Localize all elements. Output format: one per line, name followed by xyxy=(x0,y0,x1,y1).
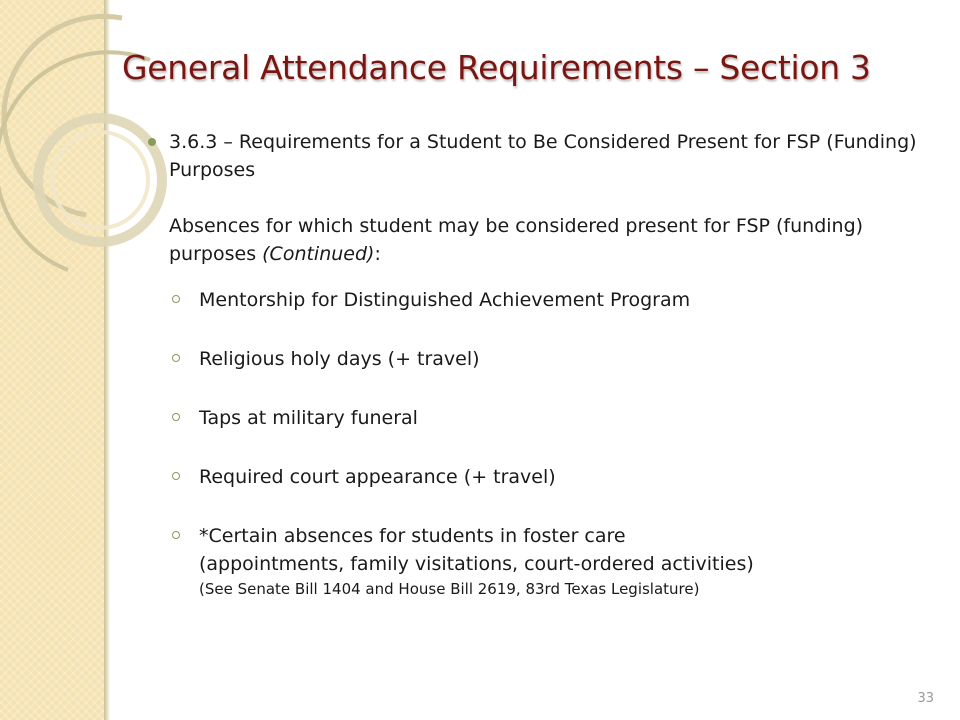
list-item xyxy=(148,404,928,463)
slide-body xyxy=(148,128,928,600)
main-item-text: 3.6.3 – Requirements for a Student to Be Considered Present for FSP (Funding) Purposes xyxy=(169,131,917,181)
ring-bullet-icon xyxy=(172,531,180,539)
ring-bullet-icon xyxy=(172,354,180,362)
page-number: 33 xyxy=(917,691,934,706)
foster-care-line-2: (appointments, family visitations, court-ordered activities) xyxy=(199,553,754,575)
subheading-continued: (Continued) xyxy=(262,243,375,265)
foster-care-line-1: *Certain absences for students in foster care xyxy=(199,525,626,547)
list-item-text: Required court appearance (+ travel) xyxy=(199,466,556,488)
list-item xyxy=(148,345,928,404)
list-item xyxy=(148,463,928,522)
subheading-colon: : xyxy=(374,243,381,265)
list-item-text: Taps at military funeral xyxy=(199,407,418,429)
main-item-subheading xyxy=(169,212,928,268)
list-item xyxy=(148,286,928,345)
subheading-text: Absences for which student may be considered present for FSP (funding) purposes xyxy=(169,215,864,265)
slide-title: General Attendance Requirements – Section 3 xyxy=(122,48,871,87)
sub-bullet-list xyxy=(148,286,928,600)
list-item-text: Mentorship for Distinguished Achievement Program xyxy=(199,289,691,311)
foster-care-item xyxy=(148,522,928,600)
list-item-text: Religious holy days (+ travel) xyxy=(199,348,480,370)
bullet-icon xyxy=(148,138,156,146)
ring-bullet-icon xyxy=(172,295,180,303)
ring-bullet-icon xyxy=(172,413,180,421)
ring-bullet-icon xyxy=(172,472,180,480)
main-bullet-item xyxy=(148,128,928,268)
legislation-reference: (See Senate Bill 1404 and House Bill 2619, 83rd Texas Legislature) xyxy=(199,580,700,598)
